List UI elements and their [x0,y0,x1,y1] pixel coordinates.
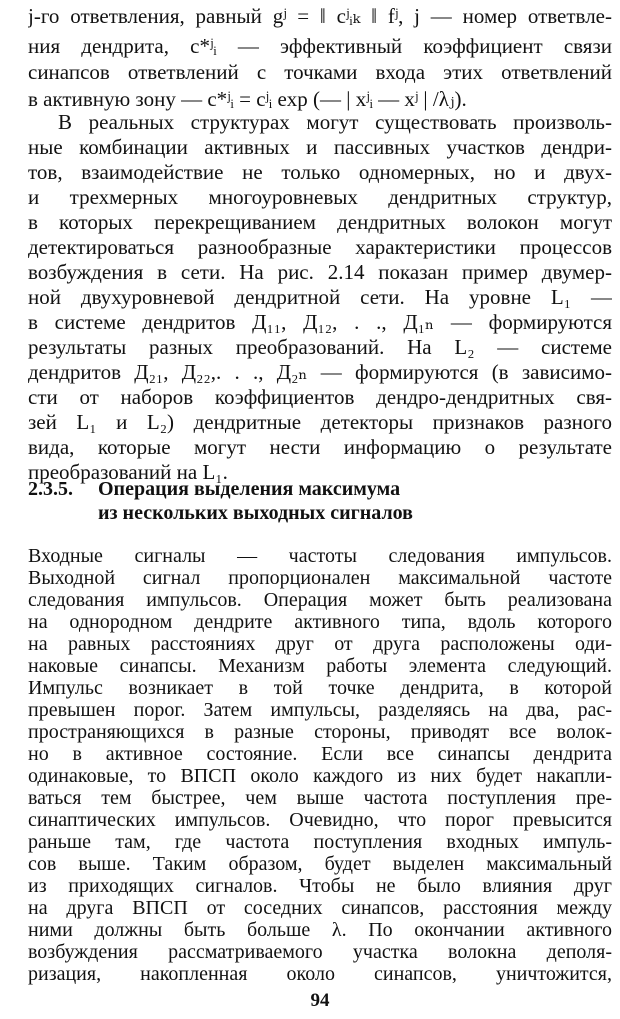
text-line: j-го ответвления, равный gʲ = ‖ cʲᵢₖ ‖ fʲ, j — номер ответвле- [28,4,612,28]
text-line: тов, взаимодействие не только одномерных, но и двух- [28,160,612,184]
text-line: на однородном дендрите активного типа, вдоль которого [28,611,612,633]
text-line: одинаковые, то ВПСП около каждого из них будет накапли- [28,765,612,787]
text-line: превышен порог. Затем импульсы, разделяясь на два, рас- [28,699,612,721]
text-line: раньше там, где частота поступления входных импуль- [28,831,612,853]
text-line: ними должны быть больше λ. По окончании активного [28,919,612,941]
text-line: сти от наборов коэффициентов дендро-дендритных свя- [28,385,612,409]
text-line: возбуждения в сети. На рис. 2.14 показан пример двумер- [28,260,612,284]
section-number: 2.3.5. [28,478,73,500]
text-line: зей L₁ и L₂) дендритные детекторы признаков разного [28,410,612,434]
text-line: ния дендрита, c*ʲᵢ — эффективный коэффициент связи [28,34,612,58]
page-number: 94 [310,990,330,1011]
text-line: на равных расстояниях друг от друга расположены оди- [28,633,612,655]
text-line: в системе дендритов Д₁₁, Д₁₂, . ., Д₁ₙ — формируются [28,310,612,334]
text-line: пространяющихся в разные стороны, приводят все волок- [28,721,612,743]
text-line: в активную зону — c*ʲᵢ = cʲᵢ exp (— | xʲᵢ — xʲ | /λⱼ). [28,87,467,111]
text-line: преобразований на L₁. [28,460,228,484]
text-line: синапсов ответвлений с точками входа этих ответвлений [28,60,612,84]
text-line: Выходной сигнал пропорционален максимальной частоте [28,567,612,589]
text-line: но в активное состояние. Если все синапсы дендрита [28,743,612,765]
text-line: и трехмерных многоуровневых дендритных структур, [28,185,612,209]
text-line: Импульс возникает в той точке дендрита, в которой [28,677,612,699]
text-line: ной двухуровневой дендритной сети. На уровне L₁ — [28,285,612,309]
text-line: ризация, накопленная около синапсов, уничтожится, [28,963,612,985]
section-title-line-2: из нескольких выходных сигналов [98,502,413,524]
text-line: сов выше. Таким образом, будет выделен максимальный [28,853,612,875]
text-line: дендритов Д₂₁, Д₂₂,. . ., Д₂ₙ — формируются (в зависимо- [28,360,612,384]
book-page [28,0,612,1019]
text-line: детектироваться разнообразные характеристики процессов [28,235,612,259]
text-line: возбуждения рассматриваемого участка волокна деполя- [28,941,612,963]
text-line: ные комбинации активных и пассивных участков дендри- [28,135,612,159]
text-line: ваться тем быстрее, чем выше частота поступления пре- [28,787,612,809]
text-line: из приходящих сигналов. Чтобы не было влияния друг [28,875,612,897]
text-line: в которых перекрещиванием дендритных волокон могут [28,210,612,234]
text-line: результаты разных преобразований. На L₂ — системе [28,335,612,359]
text-line: синаптических импульсов. Очевидно, что порог превысится [28,809,612,831]
text-line: следования импульсов. Операция может быть реализована [28,589,612,611]
text-line: на друга ВПСП от соседних синапсов, расстояния между [28,897,612,919]
text-line: Входные сигналы — частоты следования импульсов. [28,545,612,567]
text-line: В реальных структурах могут существовать произволь- [58,110,612,134]
section-title-line-1: Операция выделения максимума [98,478,401,500]
text-line: наковые синапсы. Механизм работы элемента следующий. [28,655,612,677]
text-line: вида, которые могут нести информацию о результате [28,435,612,459]
